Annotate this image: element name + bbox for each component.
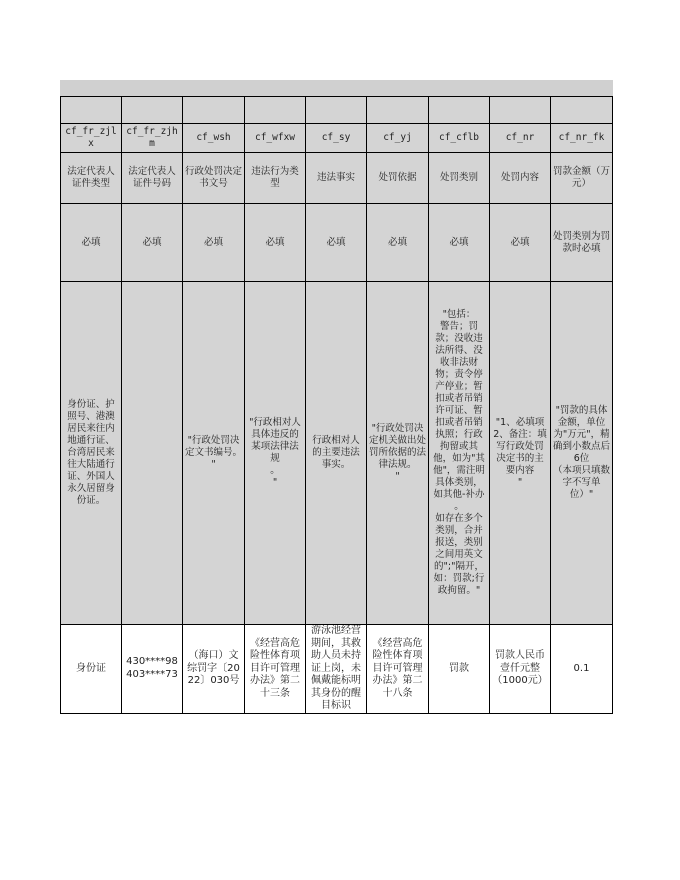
required-cell[interactable]: 必填 bbox=[367, 204, 429, 282]
blank-cell[interactable] bbox=[551, 97, 613, 124]
field-label-row bbox=[61, 153, 613, 204]
instruction-cell[interactable] bbox=[367, 282, 429, 625]
record-cell-fine-amount[interactable]: 0.1 bbox=[551, 625, 613, 714]
field-code-cell[interactable]: cf_yj bbox=[367, 124, 429, 153]
field-label-cell[interactable]: 违法行为类型 bbox=[245, 153, 306, 204]
blank-cell[interactable] bbox=[367, 97, 429, 124]
field-label-cell[interactable]: 法定代表人证件类型 bbox=[61, 153, 122, 204]
field-label-cell[interactable]: 违法事实 bbox=[306, 153, 367, 204]
field-label-cell[interactable]: 法定代表人证件号码 bbox=[122, 153, 183, 204]
instruction-text: "行政相对人具体违反的某项法律法规 。 " bbox=[249, 417, 301, 488]
field-code-cell[interactable]: cf_nr bbox=[490, 124, 551, 153]
field-code-cell[interactable]: cf_fr_zjlx bbox=[61, 124, 122, 153]
required-cell[interactable]: 处罚类别为罚款时必填 bbox=[551, 204, 613, 282]
instruction-text: "罚款的具体金额，单位为"万元"，精确到小数点后6位 （本项只填数字不写单位）" bbox=[553, 405, 611, 500]
blank-cell[interactable] bbox=[429, 97, 490, 124]
required-row bbox=[61, 204, 613, 282]
required-cell[interactable]: 必填 bbox=[429, 204, 490, 282]
required-cell[interactable]: 必填 bbox=[306, 204, 367, 282]
record-cell-decision-number[interactable]: （海口）文综罚字〔2022〕030号 bbox=[183, 625, 245, 714]
field-code-cell[interactable]: cf_fr_zjhm bbox=[122, 124, 183, 153]
record-cell-penalty-basis[interactable]: 《经营高危险性体育项目许可管理办法》第二十八条 bbox=[367, 625, 429, 714]
required-cell[interactable]: 必填 bbox=[183, 204, 245, 282]
field-label-cell[interactable]: 处罚内容 bbox=[490, 153, 551, 204]
blank-cell[interactable] bbox=[183, 97, 245, 124]
field-code-cell[interactable]: cf_wsh bbox=[183, 124, 245, 153]
record-cell-violation-facts[interactable]: 游泳池经营期间，其救助人员未持证上岗，未佩戴能标明其身份的醒目标识 bbox=[306, 625, 367, 714]
instruction-cell[interactable] bbox=[551, 282, 613, 625]
instruction-text: "行政处罚决定机关做出处罚所依据的法律法规。 " bbox=[369, 423, 427, 482]
instruction-text: 行政相对人的主要违法事实。 bbox=[312, 435, 360, 470]
record-cell-penalty-category[interactable]: 罚款 bbox=[429, 625, 490, 714]
instruction-row bbox=[61, 282, 613, 625]
instruction-text: "行政处罚决定文书编号。 " bbox=[185, 435, 243, 470]
instruction-cell[interactable] bbox=[122, 282, 183, 625]
instruction-cell[interactable] bbox=[245, 282, 306, 625]
blank-cell[interactable] bbox=[61, 97, 122, 124]
record-cell-violation-type[interactable]: 《经营高危险性体育项目许可管理办法》第二十三条 bbox=[245, 625, 306, 714]
instruction-cell[interactable] bbox=[429, 282, 490, 625]
instruction-cell[interactable] bbox=[183, 282, 245, 625]
instruction-cell[interactable] bbox=[490, 282, 551, 625]
field-code-row bbox=[61, 124, 613, 153]
field-label-cell[interactable]: 行政处罚决定书文号 bbox=[183, 153, 245, 204]
instruction-cell[interactable] bbox=[61, 282, 122, 625]
data-sheet bbox=[60, 96, 613, 714]
field-code-cell[interactable]: cf_wfxw bbox=[245, 124, 306, 153]
record-row bbox=[61, 625, 613, 714]
blank-cell[interactable] bbox=[245, 97, 306, 124]
record-cell-id-number[interactable]: 430****98403****73 bbox=[122, 625, 183, 714]
field-code-cell[interactable]: cf_nr_fk bbox=[551, 124, 613, 153]
field-label-cell[interactable]: 处罚依据 bbox=[367, 153, 429, 204]
blank-cell[interactable] bbox=[306, 97, 367, 124]
required-cell[interactable]: 必填 bbox=[122, 204, 183, 282]
blank-cell[interactable] bbox=[122, 97, 183, 124]
field-label-cell[interactable]: 罚款金额（万元） bbox=[551, 153, 613, 204]
instruction-text: "包括： 警告；罚款；没收违法所得、没收非法财物；责令停产停业；暂扣或者吊销许可证、暂扣或者吊销执照；行政拘留或其他，如为"其他"，需注明具体类别，如其他-补办 。 如存在多个类别，合并报送，类别之间用英文的";"隔开，如：罚款;行政拘留。" bbox=[433, 309, 485, 596]
field-label-cell[interactable]: 处罚类别 bbox=[429, 153, 490, 204]
blank-cell[interactable] bbox=[490, 97, 551, 124]
instruction-text: "1、必填项 2、备注：填写行政处罚决定书的主要内容 " bbox=[493, 417, 547, 488]
required-cell[interactable]: 必填 bbox=[61, 204, 122, 282]
instruction-cell[interactable] bbox=[306, 282, 367, 625]
sheet-title-bar bbox=[60, 80, 613, 96]
field-code-cell[interactable]: cf_sy bbox=[306, 124, 367, 153]
required-cell[interactable]: 必填 bbox=[245, 204, 306, 282]
required-cell[interactable]: 必填 bbox=[490, 204, 551, 282]
record-cell-penalty-content[interactable]: 罚款人民币壹仟元整（1000元） bbox=[490, 625, 551, 714]
blank-row bbox=[61, 97, 613, 124]
field-code-cell[interactable]: cf_cflb bbox=[429, 124, 490, 153]
instruction-text: 身份证、护照号、港澳居民来往内地通行证、台湾居民来往大陆通行证、外国人永久居留身份证。 bbox=[67, 399, 115, 506]
record-cell-id-type[interactable]: 身份证 bbox=[61, 625, 122, 714]
